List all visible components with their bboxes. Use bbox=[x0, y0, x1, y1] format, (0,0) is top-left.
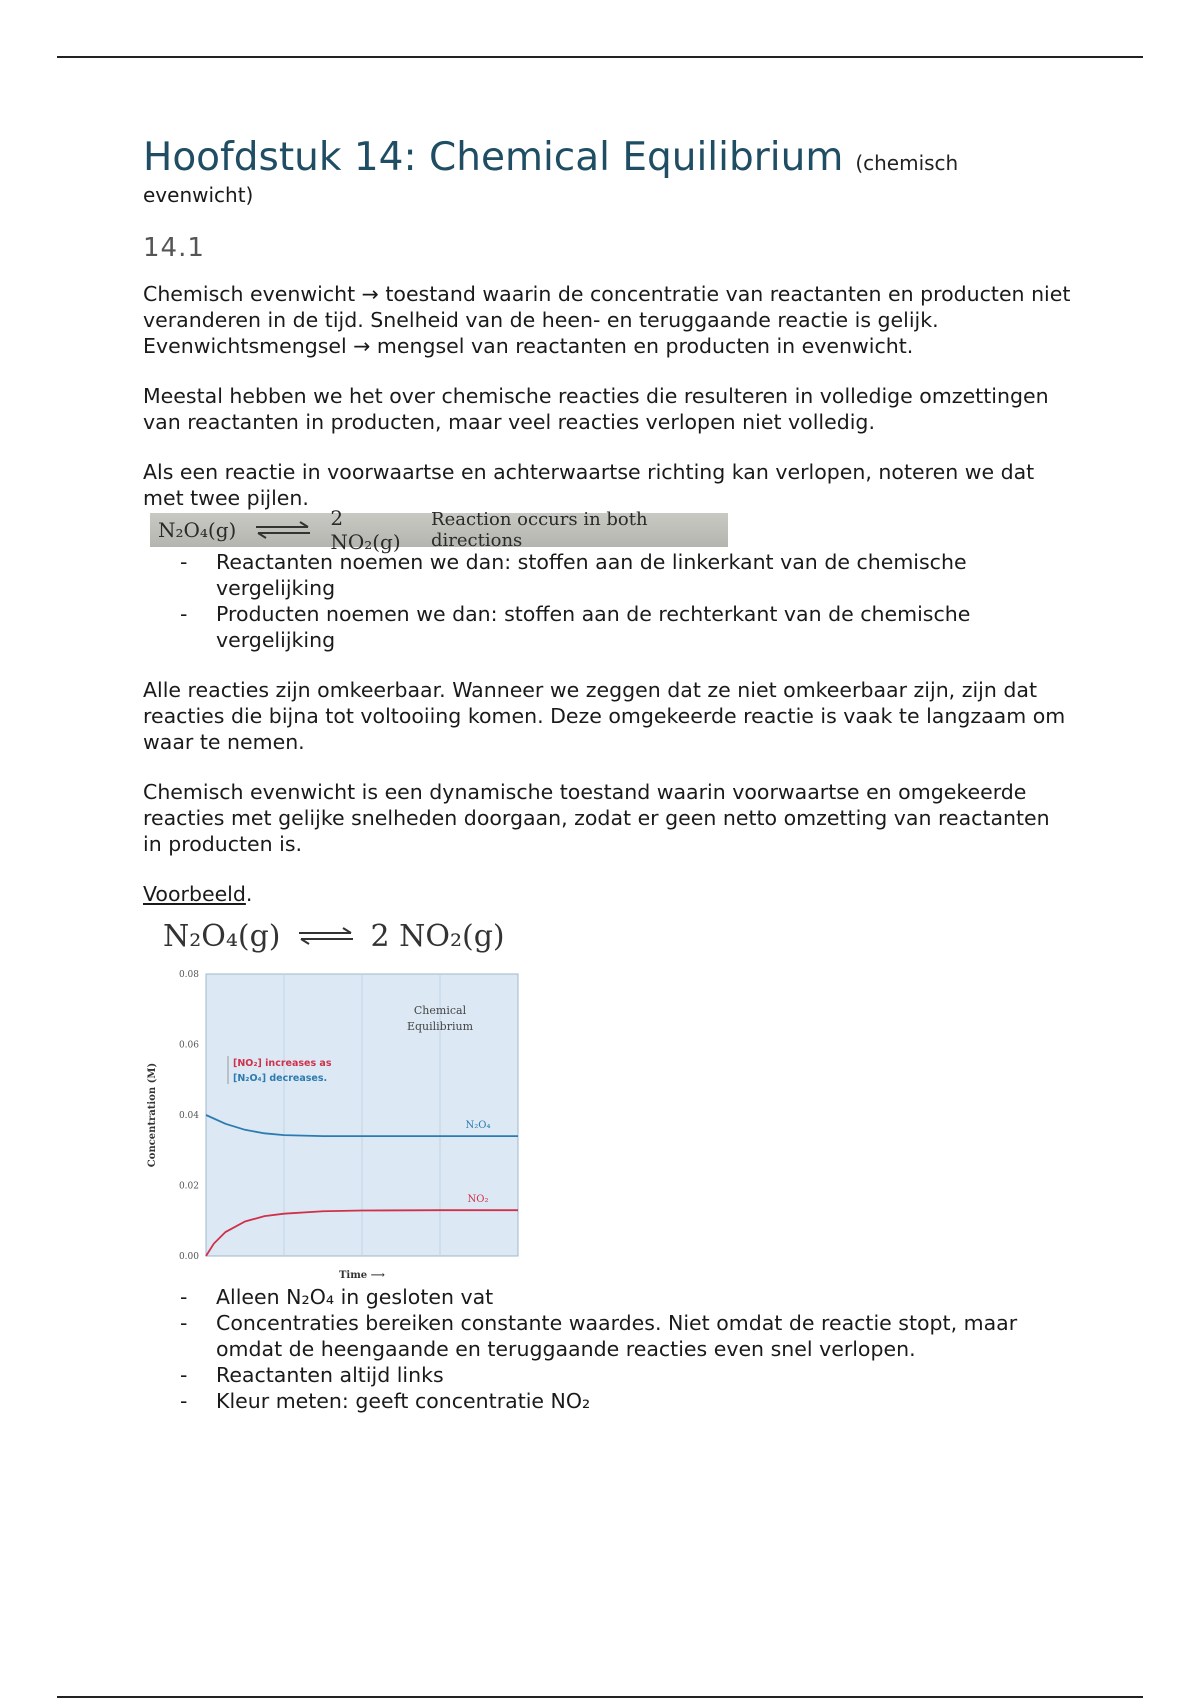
paragraph-mixture: Evenwichtsmengsel → mengsel van reactanten en producten in evenwicht. bbox=[143, 333, 914, 358]
definition-list bbox=[143, 549, 1073, 653]
chart-svg bbox=[143, 964, 523, 1281]
title-note-continued: evenwicht) bbox=[143, 182, 254, 207]
example-equation bbox=[163, 919, 1073, 954]
top-rule bbox=[57, 56, 1143, 58]
reaction-reactant: N₂O₄(g) bbox=[158, 517, 237, 542]
equilibrium-chart bbox=[143, 964, 1073, 1281]
reaction-image-strip bbox=[150, 505, 728, 554]
list-item: - Alleen N₂O₄ in gesloten vat bbox=[143, 1284, 1073, 1310]
change-annotation-line2: [N₂O₄] decreases. bbox=[233, 1072, 328, 1084]
title-note: (chemisch bbox=[855, 151, 959, 175]
list-item: - Reactanten altijd links bbox=[143, 1362, 1073, 1388]
series-label: NO₂ bbox=[467, 1194, 489, 1206]
page-title: Hoofdstuk 14: Chemical Equilibrium (chemisch bbox=[143, 135, 959, 180]
equilibrium-annotation-line2: Equilibrium bbox=[406, 1019, 474, 1033]
equilibrium-arrows-icon bbox=[252, 520, 314, 540]
list-item: - Concentraties bereiken constante waardes. Niet omdat de reactie stopt, maar omdat de heengaande en teruggaande reacties even snel verlopen. bbox=[143, 1310, 1073, 1362]
y-tick-label: 0.06 bbox=[178, 1040, 199, 1051]
equilibrium-annotation-line1: Chemical bbox=[413, 1003, 467, 1017]
series-label: N₂O₄ bbox=[465, 1120, 491, 1132]
example-list bbox=[143, 1284, 1073, 1414]
list-item: - Producten noemen we dan: stoffen aan de rechterkant van de chemische vergelijking bbox=[143, 601, 1073, 653]
document-page bbox=[143, 135, 1073, 1414]
y-tick-label: 0.02 bbox=[178, 1181, 199, 1192]
paragraph-two-arrows: Als een reactie in voorwaartse en achterwaartse richting kan verlopen, noteren we dat met twee pijlen. bbox=[143, 459, 1035, 510]
paragraph-definition: Chemisch evenwicht → toestand waarin de concentratie van reactanten en producten niet veranderen in de tijd. Snelheid van de heen- en teruggaande reactie is gelijk. bbox=[143, 281, 1071, 332]
y-tick-label: 0.08 bbox=[178, 969, 199, 980]
paragraph-complete-reactions: Meestal hebben we het over chemische reacties die resulteren in volledige omzettingen van reactanten in producten, maar veel reacties verlopen niet volledig. bbox=[143, 383, 1049, 434]
example-product: 2 NO₂(g) bbox=[370, 918, 505, 954]
example-heading: Voorbeeld. bbox=[143, 881, 253, 906]
reaction-product: 2 NO₂(g) bbox=[330, 505, 401, 554]
change-annotation-line1: [NO₂] increases as bbox=[233, 1057, 332, 1069]
bottom-rule bbox=[57, 1696, 1143, 1698]
example-reactant: N₂O₄(g) bbox=[163, 918, 281, 954]
example-label: Voorbeeld bbox=[143, 881, 246, 906]
paragraph-dynamic-equilibrium: Chemisch evenwicht is een dynamische toestand waarin voorwaartse en omgekeerde reacties met gelijke snelheden doorgaan, zodat er geen netto omzetting van reactanten in producten is. bbox=[143, 779, 1050, 856]
paragraph-reversible: Alle reacties zijn omkeerbaar. Wanneer we zeggen dat ze niet omkeerbaar zijn, zijn dat reacties die bijna tot voltooiing komen. Deze omgekeerde reactie is vaak te langzaam om waar te nemen. bbox=[143, 677, 1066, 754]
y-axis-label: Concentration (M) bbox=[147, 1062, 158, 1168]
y-tick-label: 0.00 bbox=[178, 1251, 199, 1262]
list-item: - Kleur meten: geeft concentratie NO₂ bbox=[143, 1388, 1073, 1414]
equilibrium-arrows-icon bbox=[295, 926, 357, 946]
y-tick-label: 0.04 bbox=[178, 1110, 199, 1121]
x-axis-label: Time ⟶ bbox=[338, 1269, 386, 1281]
list-item: - Reactanten noemen we dan: stoffen aan de linkerkant van de chemische vergelijking bbox=[143, 549, 1073, 601]
section-number: 14.1 bbox=[143, 232, 205, 263]
reaction-note: Reaction occurs in both directions bbox=[431, 508, 648, 551]
